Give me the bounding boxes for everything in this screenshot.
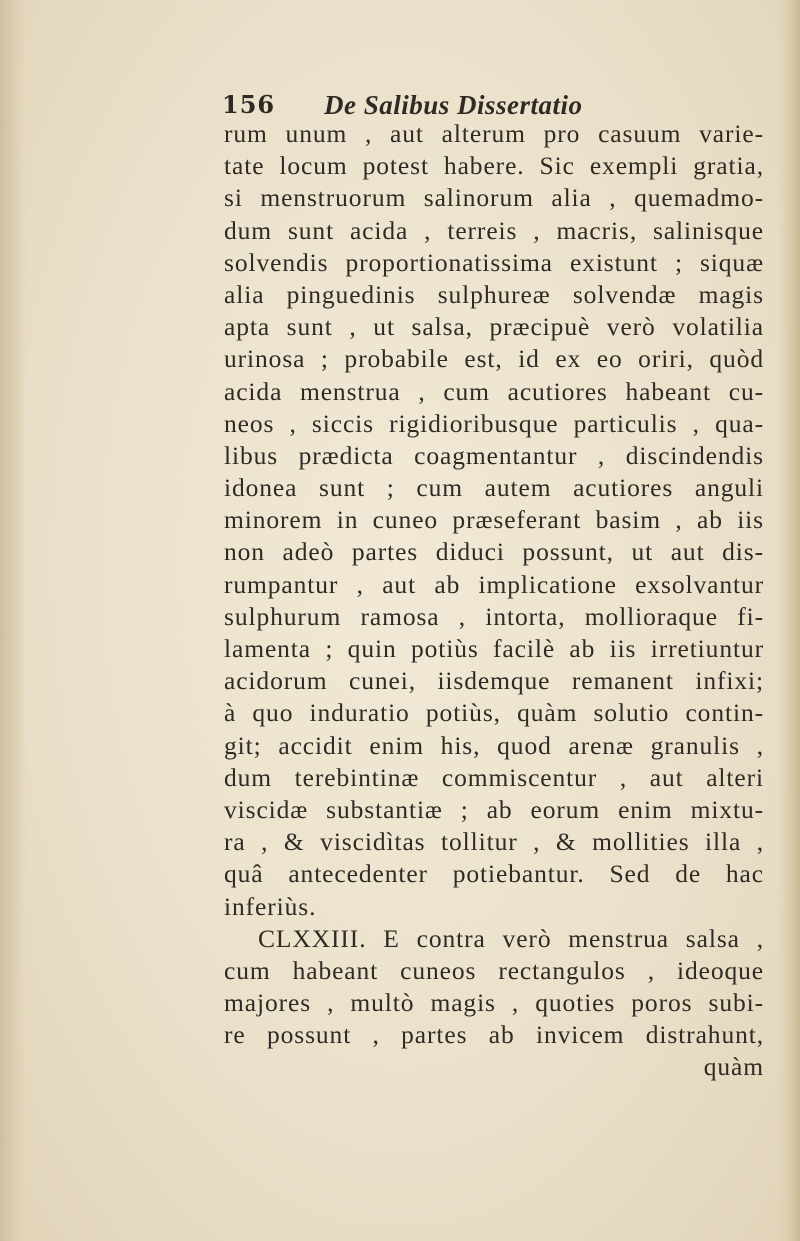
- text-line: minorem in cuneo præseferant basim , ab iis: [224, 505, 764, 535]
- text-line: non adeò partes diduci possunt, ut aut dis-: [224, 537, 764, 567]
- page-number: 156: [222, 90, 276, 119]
- catchword: quàm: [703, 1052, 764, 1082]
- text-line: apta sunt , ut salsa, præcipuè verò volatilia: [224, 312, 764, 342]
- paragraph-start-line: CLXXIII. E contra verò menstrua salsa ,: [258, 923, 764, 953]
- text-line: quâ antecedenter potiebantur. Sed de hac: [224, 859, 764, 889]
- text-line: acidorum cunei, iisdemque remanent infixi;: [224, 666, 764, 696]
- text-line: neos , siccis rigidioribusque particulis , qua-: [224, 408, 764, 438]
- text-line: cum habeant cuneos rectangulos , ideoque: [224, 955, 764, 985]
- text-line: solvendis proportionatissima existunt ; siquæ: [224, 247, 764, 277]
- page-right-edge-shadow: [778, 0, 800, 1241]
- text-line: si menstruorum salinorum alia , quemadmo-: [224, 183, 764, 213]
- page-left-edge-shadow: [0, 0, 26, 1241]
- text-line: rum unum , aut alterum pro casuum varie-: [224, 119, 764, 148]
- text-line: libus prædicta coagmentantur , discindendis: [224, 440, 764, 470]
- text-line: viscidæ substantiæ ; ab eorum enim mixtu-: [224, 794, 764, 824]
- running-title: De Salibus Dissertatio: [324, 90, 583, 120]
- text-line: re possunt , partes ab invicem distrahunt,: [224, 1020, 764, 1050]
- text-line: ra , & viscidìtas tollitur , & mollities illa ,: [224, 827, 764, 857]
- text-line: lamenta ; quin potiùs facilè ab iis irretiuntur: [224, 634, 764, 663]
- text-line: sulphurum ramosa , intorta, mollioraque fi-: [224, 601, 764, 631]
- text-line: dum terebintinæ commiscentur , aut alteri: [224, 762, 764, 792]
- text-line: urinosa ; probabile est, id ex eo oriri, quòd: [224, 344, 764, 374]
- text-line: alia pinguedinis sulphureæ solvendæ magis: [224, 279, 764, 309]
- text-line: tate locum potest habere. Sic exempli gratia,: [224, 151, 764, 181]
- text-line: dum sunt acida , terreis , macris, salinisque: [224, 215, 764, 245]
- text-line: rumpantur , aut ab implicatione exsolvantur: [224, 569, 764, 599]
- text-line: majores , multò magis , quoties poros subi-: [224, 988, 764, 1018]
- text-line: à quo induratio potiùs, quàm solutio contin-: [224, 698, 764, 728]
- text-line: acida menstrua , cum acutiores habeant cu-: [224, 376, 764, 406]
- text-line: git; accidit enim his, quod arenæ granulis ,: [224, 730, 764, 760]
- text-line: inferiùs.: [224, 891, 317, 921]
- text-line: idonea sunt ; cum autem acutiores anguli: [224, 473, 764, 503]
- body-text: [224, 118, 764, 1084]
